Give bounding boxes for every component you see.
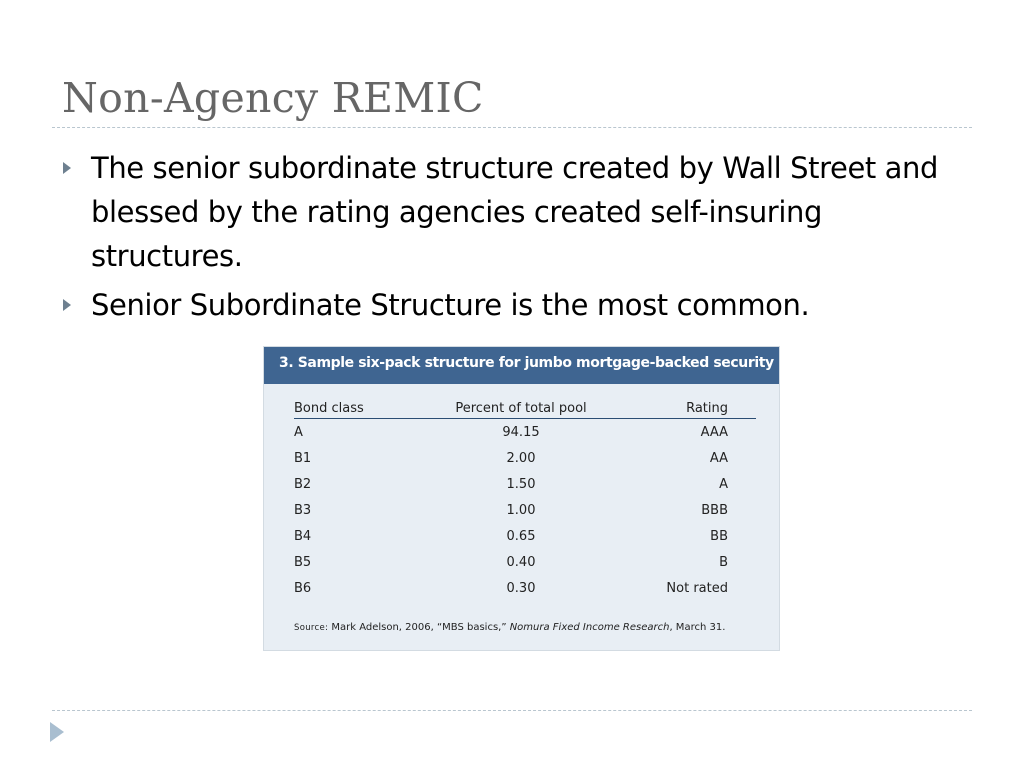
percent-cell: 2.00: [506, 450, 536, 466]
bond-class-cell: B5: [294, 554, 312, 570]
rating-cell: B: [719, 554, 728, 570]
bullet-triangle-icon: [63, 299, 71, 311]
source-journal: Nomura Fixed Income Research: [509, 622, 670, 633]
rating-cell: Not rated: [666, 580, 728, 596]
bond-class-cell: B4: [294, 528, 312, 544]
bond-structure-table: [294, 398, 756, 601]
bullet-triangle-icon: [63, 162, 71, 174]
next-slide-arrow-icon[interactable]: [50, 722, 64, 742]
rating-cell: BB: [710, 528, 728, 544]
table-row: [294, 471, 756, 497]
bond-class-cell: B3: [294, 502, 312, 518]
bullet-list: [62, 146, 962, 332]
source-date: , March 31.: [669, 622, 726, 633]
footer-divider: [52, 710, 972, 711]
bullet-text: Senior Subordinate Structure is the most common.: [91, 288, 810, 322]
percent-cell: 0.40: [506, 554, 536, 570]
bond-class-cell: A: [294, 424, 303, 440]
table-row: [294, 575, 756, 601]
percent-cell: 1.50: [506, 476, 536, 492]
table-row: [294, 523, 756, 549]
source-label: Source:: [294, 623, 329, 633]
rating-cell: AAA: [700, 424, 728, 440]
table-row: [294, 497, 756, 523]
figure-heading: 3. Sample six-pack structure for jumbo mortgage-backed security: [264, 347, 779, 384]
column-header-bond-class: Bond class: [294, 398, 446, 419]
table-header-row: [294, 398, 756, 419]
percent-cell: 0.65: [506, 528, 536, 544]
percent-cell: 0.30: [506, 580, 536, 596]
bullet-text: The senior subordinate structure created by Wall Street and blessed by the rating agencies created self-insuring structures.: [91, 151, 939, 273]
percent-cell: 1.00: [506, 502, 536, 518]
table-row: [294, 549, 756, 575]
source-text: Mark Adelson, 2006, “MBS basics,”: [328, 622, 510, 633]
bond-structure-figure: [263, 346, 780, 651]
table-row: [294, 419, 756, 446]
rating-cell: AA: [709, 450, 728, 466]
bond-class-cell: B6: [294, 580, 312, 596]
table-row: [294, 445, 756, 471]
title-divider: [52, 127, 972, 128]
bond-class-cell: B2: [294, 476, 312, 492]
bullet-item: [62, 146, 962, 278]
column-header-rating: Rating: [596, 398, 756, 419]
column-header-percent: Percent of total pool: [446, 398, 596, 419]
bond-class-cell: B1: [294, 450, 312, 466]
rating-cell: A: [719, 476, 728, 492]
bullet-item: [62, 283, 962, 327]
rating-cell: BBB: [701, 502, 728, 518]
figure-source-note: [294, 622, 725, 633]
slide-title: Non-Agency REMIC: [62, 74, 484, 122]
percent-cell: 94.15: [502, 424, 540, 440]
